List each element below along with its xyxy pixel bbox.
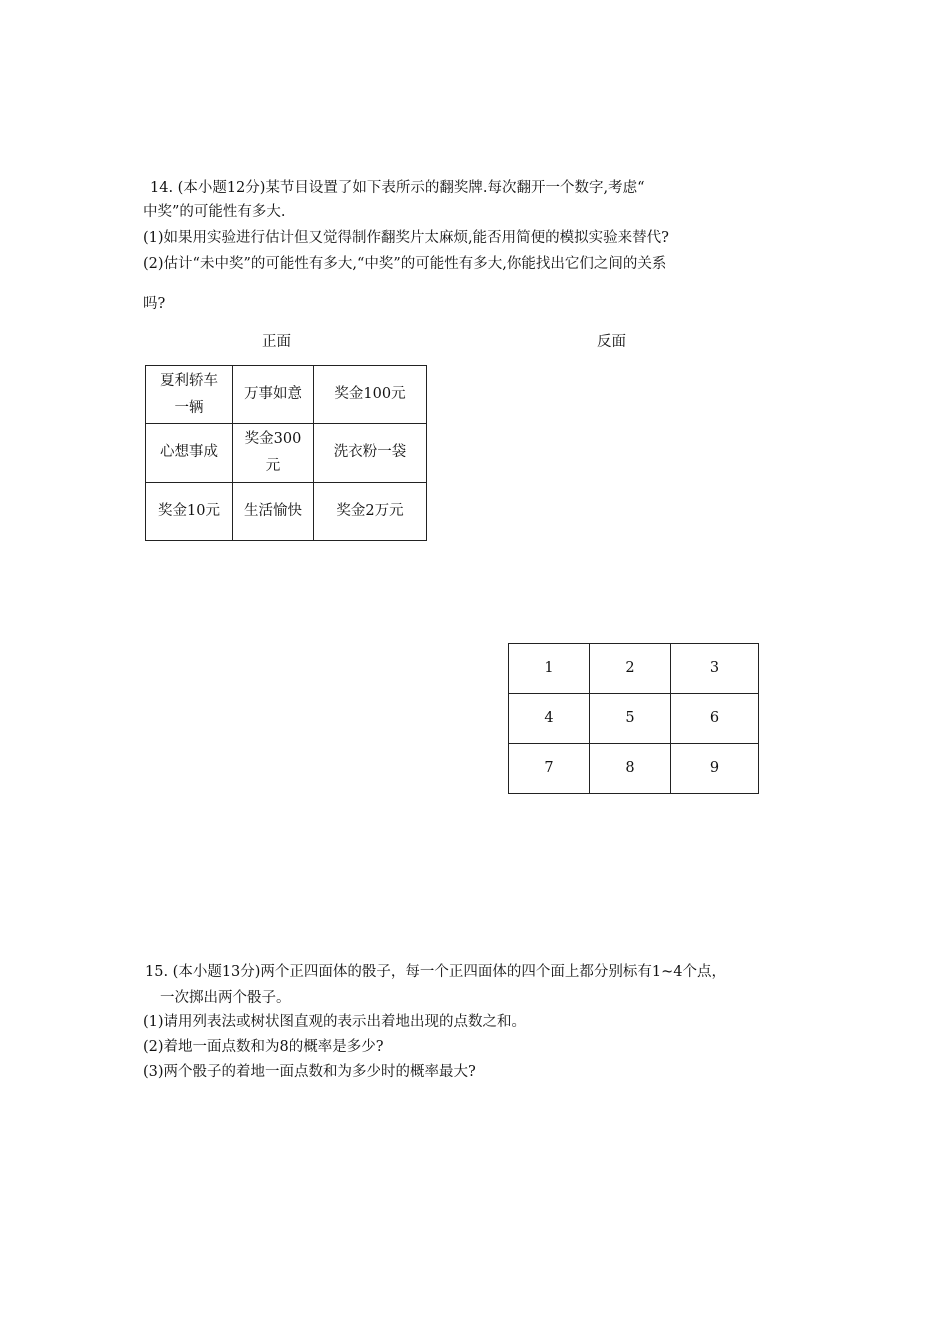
table-cell: 3 <box>671 644 759 694</box>
q14-part2-cont: 吗? <box>143 296 166 312</box>
table-cell: 1 <box>509 644 590 694</box>
q15-part3: (3)两个骰子的着地一面点数和为多少时的概率最大? <box>143 1064 476 1080</box>
q14-part2: (2)估计“未中奖”的可能性有多大,“中奖”的可能性有多大,你能找出它们之间的关系 <box>143 256 667 272</box>
table-row <box>509 694 759 744</box>
q15-part2: (2)着地一面点数和为8的概率是多少? <box>143 1039 384 1055</box>
table-cell: 奖金2万元 <box>314 482 427 540</box>
front-prize-table <box>145 365 427 541</box>
q15-line2: 一次掷出两个骰子。 <box>160 990 291 1006</box>
table-cell: 6 <box>671 694 759 744</box>
back-number-table <box>508 643 759 794</box>
table-cell: 万事如意 <box>233 366 314 424</box>
table-cell: 4 <box>509 694 590 744</box>
q14-part1: (1)如果用实验进行估计但又觉得制作翻奖片太麻烦,能否用简便的模拟实验来替代? <box>143 230 669 246</box>
q15-part1: (1)请用列表法或树状图直观的表示出着地出现的点数之和。 <box>143 1014 527 1030</box>
q14-line1: 14. (本小题12分)某节目设置了如下表所示的翻奖牌.每次翻开一个数字,考虑“ <box>150 180 645 196</box>
q15-line1: 15. (本小题13分)两个正四面体的骰子，每一个正四面体的四个面上都分别标有1~4个点， <box>145 964 727 980</box>
table-cell: 奖金10元 <box>146 482 233 540</box>
table-row <box>146 424 427 482</box>
front-label: 正面 <box>262 334 291 350</box>
q14-line2: 中奖”的可能性有多大. <box>143 204 286 220</box>
table-cell: 5 <box>590 694 671 744</box>
table-cell: 8 <box>590 744 671 794</box>
table-cell: 奖金300元 <box>233 424 314 482</box>
table-cell: 7 <box>509 744 590 794</box>
back-label: 反面 <box>597 334 626 350</box>
table-cell: 9 <box>671 744 759 794</box>
table-row <box>146 482 427 540</box>
table-cell: 洗衣粉一袋 <box>314 424 427 482</box>
table-row <box>509 644 759 694</box>
table-row <box>509 744 759 794</box>
table-row <box>146 366 427 424</box>
table-cell: 夏利轿车一辆 <box>146 366 233 424</box>
table-cell: 2 <box>590 644 671 694</box>
table-cell: 生活愉快 <box>233 482 314 540</box>
table-cell: 心想事成 <box>146 424 233 482</box>
table-cell: 奖金100元 <box>314 366 427 424</box>
